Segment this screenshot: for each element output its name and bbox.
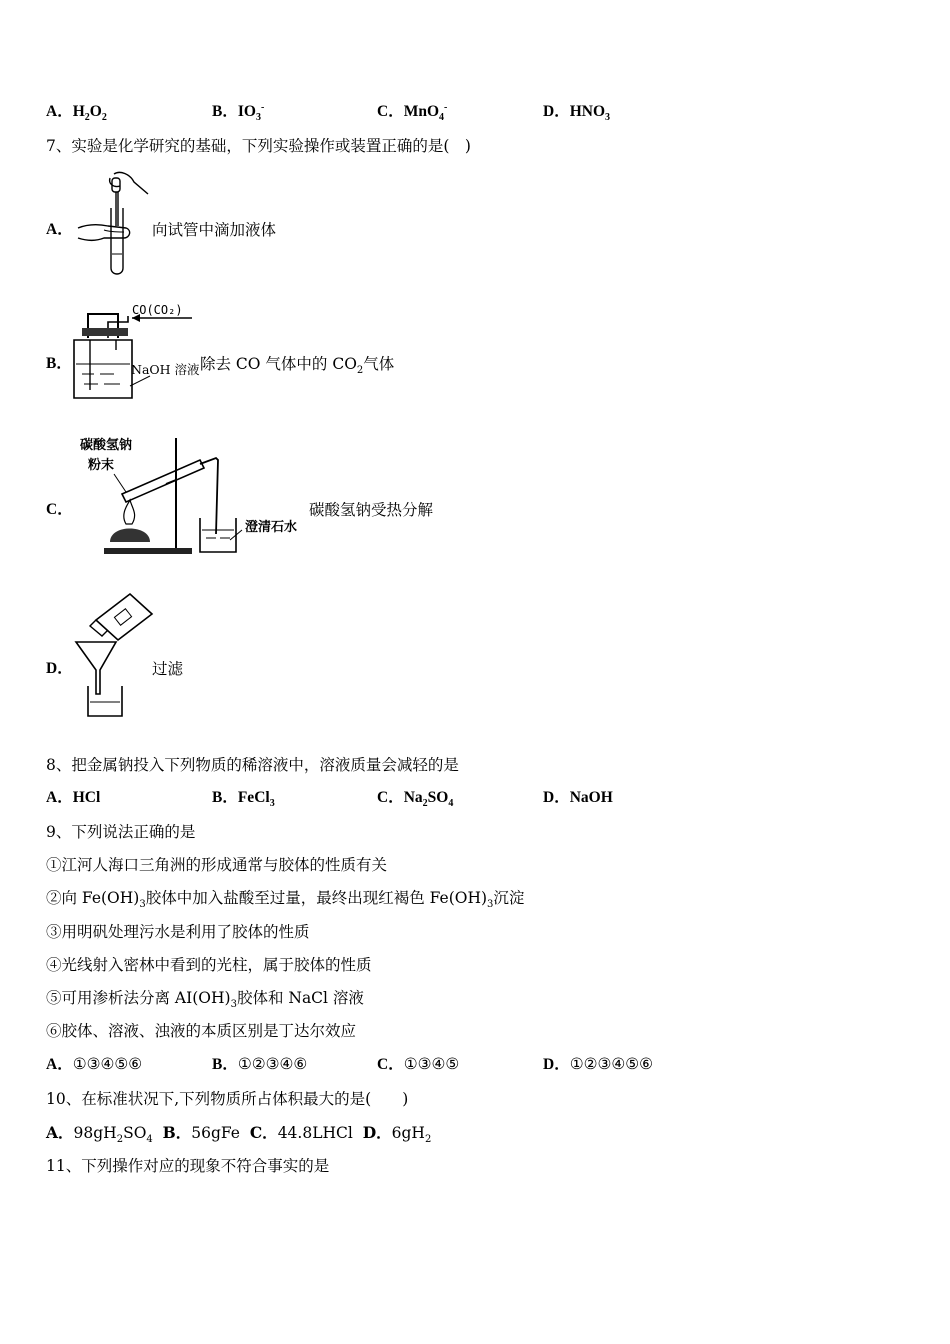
- q8-stem: 8、把金属钠投入下列物质的稀溶液中，溶液质量会减轻的是: [46, 756, 459, 774]
- q9-option-a: A．①③④⑤⑥: [46, 1056, 143, 1073]
- q7-option-a-text: 向试管中滴加液体: [152, 221, 277, 239]
- q7-option-b-text: 除去 CO 气体中的 $CO_2$气体: [200, 355, 395, 377]
- q11-stem: 11、下列操作对应的现象不符合事实的是: [46, 1157, 330, 1175]
- q6-option-d: D．$HNO_3$: [543, 103, 611, 124]
- q10-options: A．$98gH_2SO_4$ B．56gFe C．44.8LHCl D．$6gH_2$: [46, 1123, 432, 1146]
- q7-option-b-letter: B．: [46, 355, 72, 372]
- q6-option-b: B．$IO_3^-$: [212, 101, 265, 124]
- gas-label: CO(CO₂): [132, 303, 183, 317]
- q9-option-d: D．①②③④⑤⑥: [543, 1056, 654, 1073]
- q9-item-4: ④光线射入密林中看到的光柱，属于胶体的性质: [46, 956, 372, 974]
- q9-option-b: B．①②③④⑥: [212, 1056, 308, 1073]
- q9-stem: 9、下列说法正确的是: [46, 823, 196, 841]
- naoh-solution-label: NaOH 溶液: [131, 362, 200, 377]
- dropper-test-tube-figure: [74, 168, 154, 280]
- q10-stem: 10、在标准状况下,下列物质所占体积最大的是( ): [46, 1090, 409, 1108]
- fig-label-powder: 粉末: [88, 458, 115, 473]
- q8-option-c: C．$Na_2SO_4$: [377, 789, 454, 810]
- q7-option-a-letter: A．: [46, 221, 73, 238]
- q6-option-c: C．MnO$_4$-: [377, 101, 448, 124]
- q7-option-c-text: 碳酸氢钠受热分解: [309, 501, 434, 519]
- q9-item-2: ②向 $Fe(OH)_3$胶体中加入盐酸至过量，最终出现红褐色 $Fe(OH)_3$沉淀: [46, 889, 525, 911]
- q8-option-d: D．NaOH: [543, 789, 613, 806]
- q9-item-1: ①江河人海口三角洲的形成通常与胶体的性质有关: [46, 856, 388, 874]
- q9-option-c: C．①③④⑤: [377, 1056, 460, 1073]
- q9-item-6: ⑥胶体、溶液、浊液的本质区别是丁达尔效应: [46, 1022, 357, 1040]
- fig-label-sodium-bicarbonate: 碳酸氢钠: [80, 438, 133, 453]
- q9-item-3: ③用明矾处理污水是利用了胶体的性质: [46, 923, 310, 941]
- q6-option-a: A．$H_2O_2$: [46, 103, 107, 124]
- q7-stem: 7、实验是化学研究的基础，下列实验操作或装置正确的是( ): [46, 137, 471, 155]
- fig-label-limewater: 澄清石水: [245, 520, 298, 535]
- q7-option-c-letter: C．: [46, 501, 73, 518]
- q9-item-5: ⑤可用渗析法分离 $AI(OH)_3$胶体和 NaCl 溶液: [46, 989, 364, 1011]
- filtration-figure: [72, 590, 156, 720]
- q7-option-d-letter: D．: [46, 660, 73, 677]
- q8-option-a: A．HCl: [46, 789, 101, 806]
- q7-option-d-text: 过滤: [152, 660, 184, 678]
- q8-option-b: B．FeCl$_3$: [212, 789, 275, 810]
